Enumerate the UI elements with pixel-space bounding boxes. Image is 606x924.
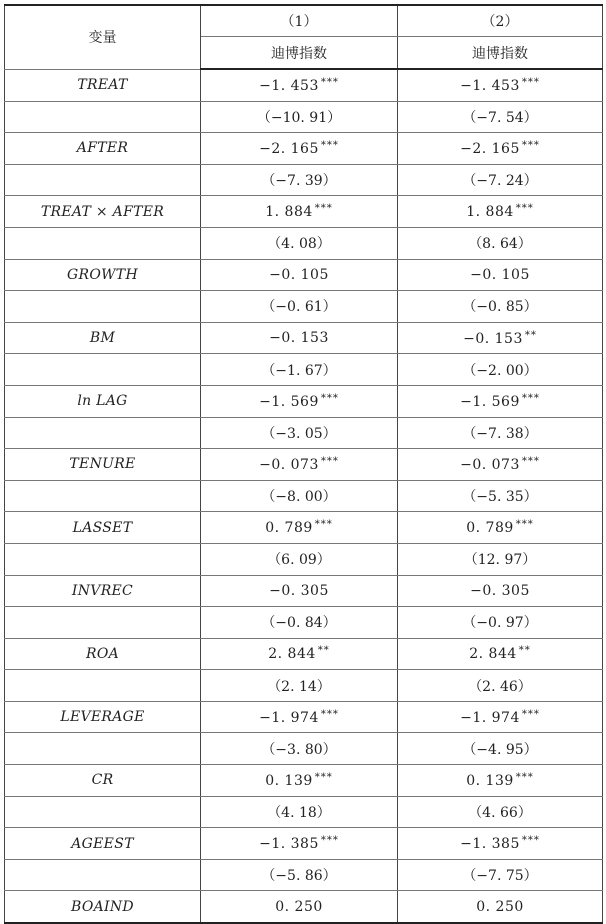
significance-stars: *** bbox=[521, 392, 540, 404]
col2-coefficient-cell bbox=[398, 259, 603, 291]
col1-coefficient-cell bbox=[201, 385, 398, 417]
empty-cell bbox=[5, 354, 201, 386]
column-1-number: （1） bbox=[201, 5, 398, 37]
col1-t-statistic: （−7. 39） bbox=[201, 164, 398, 196]
col1-t-statistic: （−5. 86） bbox=[201, 859, 398, 891]
col2-coefficient-cell bbox=[398, 449, 603, 481]
significance-stars: *** bbox=[521, 835, 540, 847]
col2-coefficient-cell bbox=[398, 196, 603, 228]
col1-t-statistic: （−8. 00） bbox=[201, 480, 398, 512]
variable-name: INVREC bbox=[5, 575, 201, 607]
table-body bbox=[5, 69, 603, 923]
coefficient-row bbox=[5, 828, 603, 860]
coefficient-value: 1. 884 bbox=[466, 204, 514, 221]
variable-name: ROA bbox=[5, 638, 201, 670]
coefficient-value: −1. 569 bbox=[460, 393, 520, 410]
col2-coefficient-cell bbox=[398, 322, 603, 354]
col1-t-statistic: （−10. 91） bbox=[201, 101, 398, 133]
column-2-number: （2） bbox=[398, 5, 603, 37]
variable-name: TREAT bbox=[5, 69, 201, 101]
coefficient-value: −1. 453 bbox=[460, 77, 520, 94]
coefficient-value: −0. 153 bbox=[463, 330, 523, 347]
significance-stars: *** bbox=[320, 835, 339, 847]
col2-coefficient-cell bbox=[398, 575, 603, 607]
t-statistic-row bbox=[5, 480, 603, 512]
col1-coefficient-cell bbox=[201, 701, 398, 733]
t-statistic-row bbox=[5, 607, 603, 639]
significance-stars: *** bbox=[515, 519, 534, 531]
col2-coefficient-cell bbox=[398, 638, 603, 670]
significance-stars: *** bbox=[320, 139, 339, 151]
empty-cell bbox=[5, 859, 201, 891]
coefficient-value: 2. 844 bbox=[469, 646, 517, 663]
col1-t-statistic: （−0. 84） bbox=[201, 607, 398, 639]
col2-t-statistic: （−5. 35） bbox=[398, 480, 603, 512]
coefficient-row bbox=[5, 196, 603, 228]
col1-coefficient-cell bbox=[201, 322, 398, 354]
coefficient-value: −1. 974 bbox=[460, 709, 520, 726]
coefficient-row bbox=[5, 259, 603, 291]
col2-t-statistic: （4. 66） bbox=[398, 796, 603, 828]
col2-t-statistic: （−7. 38） bbox=[398, 417, 603, 449]
variable-name: CR bbox=[5, 765, 201, 797]
significance-stars: *** bbox=[314, 771, 333, 783]
coefficient-row bbox=[5, 891, 603, 923]
col1-t-statistic: （4. 08） bbox=[201, 227, 398, 259]
coefficient-value: 0. 789 bbox=[265, 520, 313, 537]
coefficient-value: 2. 844 bbox=[268, 646, 316, 663]
coefficient-value: −0. 153 bbox=[269, 330, 329, 347]
coefficient-value: −0. 305 bbox=[470, 582, 530, 599]
col1-coefficient-cell bbox=[201, 828, 398, 860]
coefficient-row bbox=[5, 701, 603, 733]
empty-cell bbox=[5, 227, 201, 259]
significance-stars: *** bbox=[515, 771, 534, 783]
empty-cell bbox=[5, 607, 201, 639]
coefficient-row bbox=[5, 69, 603, 101]
t-statistic-row bbox=[5, 543, 603, 575]
coefficient-row bbox=[5, 575, 603, 607]
significance-stars: ** bbox=[317, 645, 330, 657]
col2-t-statistic: （−4. 95） bbox=[398, 733, 603, 765]
variable-name: LASSET bbox=[5, 512, 201, 544]
coefficient-row bbox=[5, 133, 603, 165]
t-statistic-row bbox=[5, 417, 603, 449]
t-statistic-row bbox=[5, 164, 603, 196]
col2-t-statistic: （−7. 54） bbox=[398, 101, 603, 133]
t-statistic-row bbox=[5, 354, 603, 386]
col2-coefficient-cell bbox=[398, 385, 603, 417]
coefficient-value: 0. 250 bbox=[476, 898, 524, 915]
t-statistic-row bbox=[5, 291, 603, 323]
col1-coefficient-cell bbox=[201, 512, 398, 544]
empty-cell bbox=[5, 796, 201, 828]
col1-coefficient-cell bbox=[201, 575, 398, 607]
coefficient-row bbox=[5, 638, 603, 670]
col2-coefficient-cell bbox=[398, 512, 603, 544]
significance-stars: *** bbox=[521, 76, 540, 88]
coefficient-value: −2. 165 bbox=[259, 140, 319, 157]
col2-coefficient-cell bbox=[398, 701, 603, 733]
significance-stars: *** bbox=[314, 519, 333, 531]
variable-name: LEVERAGE bbox=[5, 701, 201, 733]
variable-name: BM bbox=[5, 322, 201, 354]
col1-t-statistic: （−3. 80） bbox=[201, 733, 398, 765]
significance-stars: *** bbox=[320, 455, 339, 467]
coefficient-value: 0. 250 bbox=[275, 898, 323, 915]
coefficient-row bbox=[5, 765, 603, 797]
coefficient-value: −1. 385 bbox=[259, 836, 319, 853]
t-statistic-row bbox=[5, 101, 603, 133]
coefficient-value: −0. 305 bbox=[269, 582, 329, 599]
significance-stars: *** bbox=[521, 139, 540, 151]
col2-t-statistic: （−2. 00） bbox=[398, 354, 603, 386]
column-2-name: 迪博指数 bbox=[398, 37, 603, 70]
col2-t-statistic: （2. 46） bbox=[398, 670, 603, 702]
coefficient-value: 0. 789 bbox=[466, 520, 514, 537]
coefficient-value: −1. 385 bbox=[460, 836, 520, 853]
coefficient-value: −1. 974 bbox=[259, 709, 319, 726]
empty-cell bbox=[5, 480, 201, 512]
variable-name: AGEEST bbox=[5, 828, 201, 860]
col2-coefficient-cell bbox=[398, 828, 603, 860]
significance-stars: *** bbox=[515, 203, 534, 215]
significance-stars: ** bbox=[524, 329, 537, 341]
variable-header: 变量 bbox=[5, 5, 201, 69]
variable-name: BOAIND bbox=[5, 891, 201, 923]
t-statistic-row bbox=[5, 227, 603, 259]
t-statistic-row bbox=[5, 796, 603, 828]
empty-cell bbox=[5, 543, 201, 575]
col2-coefficient-cell bbox=[398, 765, 603, 797]
coefficient-row bbox=[5, 322, 603, 354]
coefficient-value: −2. 165 bbox=[460, 140, 520, 157]
column-1-name: 迪博指数 bbox=[201, 37, 398, 70]
empty-cell bbox=[5, 101, 201, 133]
col2-t-statistic: （12. 97） bbox=[398, 543, 603, 575]
col2-t-statistic: （−7. 75） bbox=[398, 859, 603, 891]
t-statistic-row bbox=[5, 859, 603, 891]
col1-coefficient-cell bbox=[201, 449, 398, 481]
empty-cell bbox=[5, 670, 201, 702]
variable-name: TENURE bbox=[5, 449, 201, 481]
t-statistic-row bbox=[5, 670, 603, 702]
coefficient-value: 0. 139 bbox=[466, 772, 514, 789]
coefficient-value: −0. 073 bbox=[259, 456, 319, 473]
significance-stars: ** bbox=[518, 645, 531, 657]
coefficient-value: −0. 105 bbox=[269, 266, 329, 283]
col1-coefficient-cell bbox=[201, 891, 398, 923]
col1-coefficient-cell bbox=[201, 196, 398, 228]
empty-cell bbox=[5, 164, 201, 196]
coefficient-value: 0. 139 bbox=[265, 772, 313, 789]
significance-stars: *** bbox=[521, 455, 540, 467]
col2-coefficient-cell bbox=[398, 133, 603, 165]
col2-t-statistic: （−0. 85） bbox=[398, 291, 603, 323]
col1-t-statistic: （6. 09） bbox=[201, 543, 398, 575]
col2-coefficient-cell bbox=[398, 891, 603, 923]
variable-name: ln LAG bbox=[5, 385, 201, 417]
col1-t-statistic: （−3. 05） bbox=[201, 417, 398, 449]
significance-stars: *** bbox=[521, 708, 540, 720]
col1-coefficient-cell bbox=[201, 259, 398, 291]
col2-coefficient-cell bbox=[398, 69, 603, 101]
coefficient-value: 1. 884 bbox=[265, 204, 313, 221]
empty-cell bbox=[5, 733, 201, 765]
col1-t-statistic: （2. 14） bbox=[201, 670, 398, 702]
significance-stars: *** bbox=[320, 392, 339, 404]
coefficient-value: −1. 569 bbox=[259, 393, 319, 410]
significance-stars: *** bbox=[320, 76, 339, 88]
significance-stars: *** bbox=[320, 708, 339, 720]
table-header bbox=[5, 5, 603, 69]
variable-name: TREAT × AFTER bbox=[5, 196, 201, 228]
significance-stars: *** bbox=[314, 203, 333, 215]
coefficient-row bbox=[5, 449, 603, 481]
col2-t-statistic: （−0. 97） bbox=[398, 607, 603, 639]
col1-t-statistic: （−1. 67） bbox=[201, 354, 398, 386]
empty-cell bbox=[5, 417, 201, 449]
t-statistic-row bbox=[5, 733, 603, 765]
coefficient-row bbox=[5, 385, 603, 417]
coefficient-value: −0. 073 bbox=[460, 456, 520, 473]
col1-coefficient-cell bbox=[201, 765, 398, 797]
variable-name: GROWTH bbox=[5, 259, 201, 291]
col1-coefficient-cell bbox=[201, 69, 398, 101]
col1-coefficient-cell bbox=[201, 133, 398, 165]
empty-cell bbox=[5, 291, 201, 323]
col1-t-statistic: （4. 18） bbox=[201, 796, 398, 828]
col1-t-statistic: （−0. 61） bbox=[201, 291, 398, 323]
col2-t-statistic: （8. 64） bbox=[398, 227, 603, 259]
coefficient-value: −1. 453 bbox=[259, 77, 319, 94]
col2-t-statistic: （−7. 24） bbox=[398, 164, 603, 196]
regression-table bbox=[4, 4, 603, 924]
variable-name: AFTER bbox=[5, 133, 201, 165]
col1-coefficient-cell bbox=[201, 638, 398, 670]
coefficient-value: −0. 105 bbox=[470, 266, 530, 283]
coefficient-row bbox=[5, 512, 603, 544]
